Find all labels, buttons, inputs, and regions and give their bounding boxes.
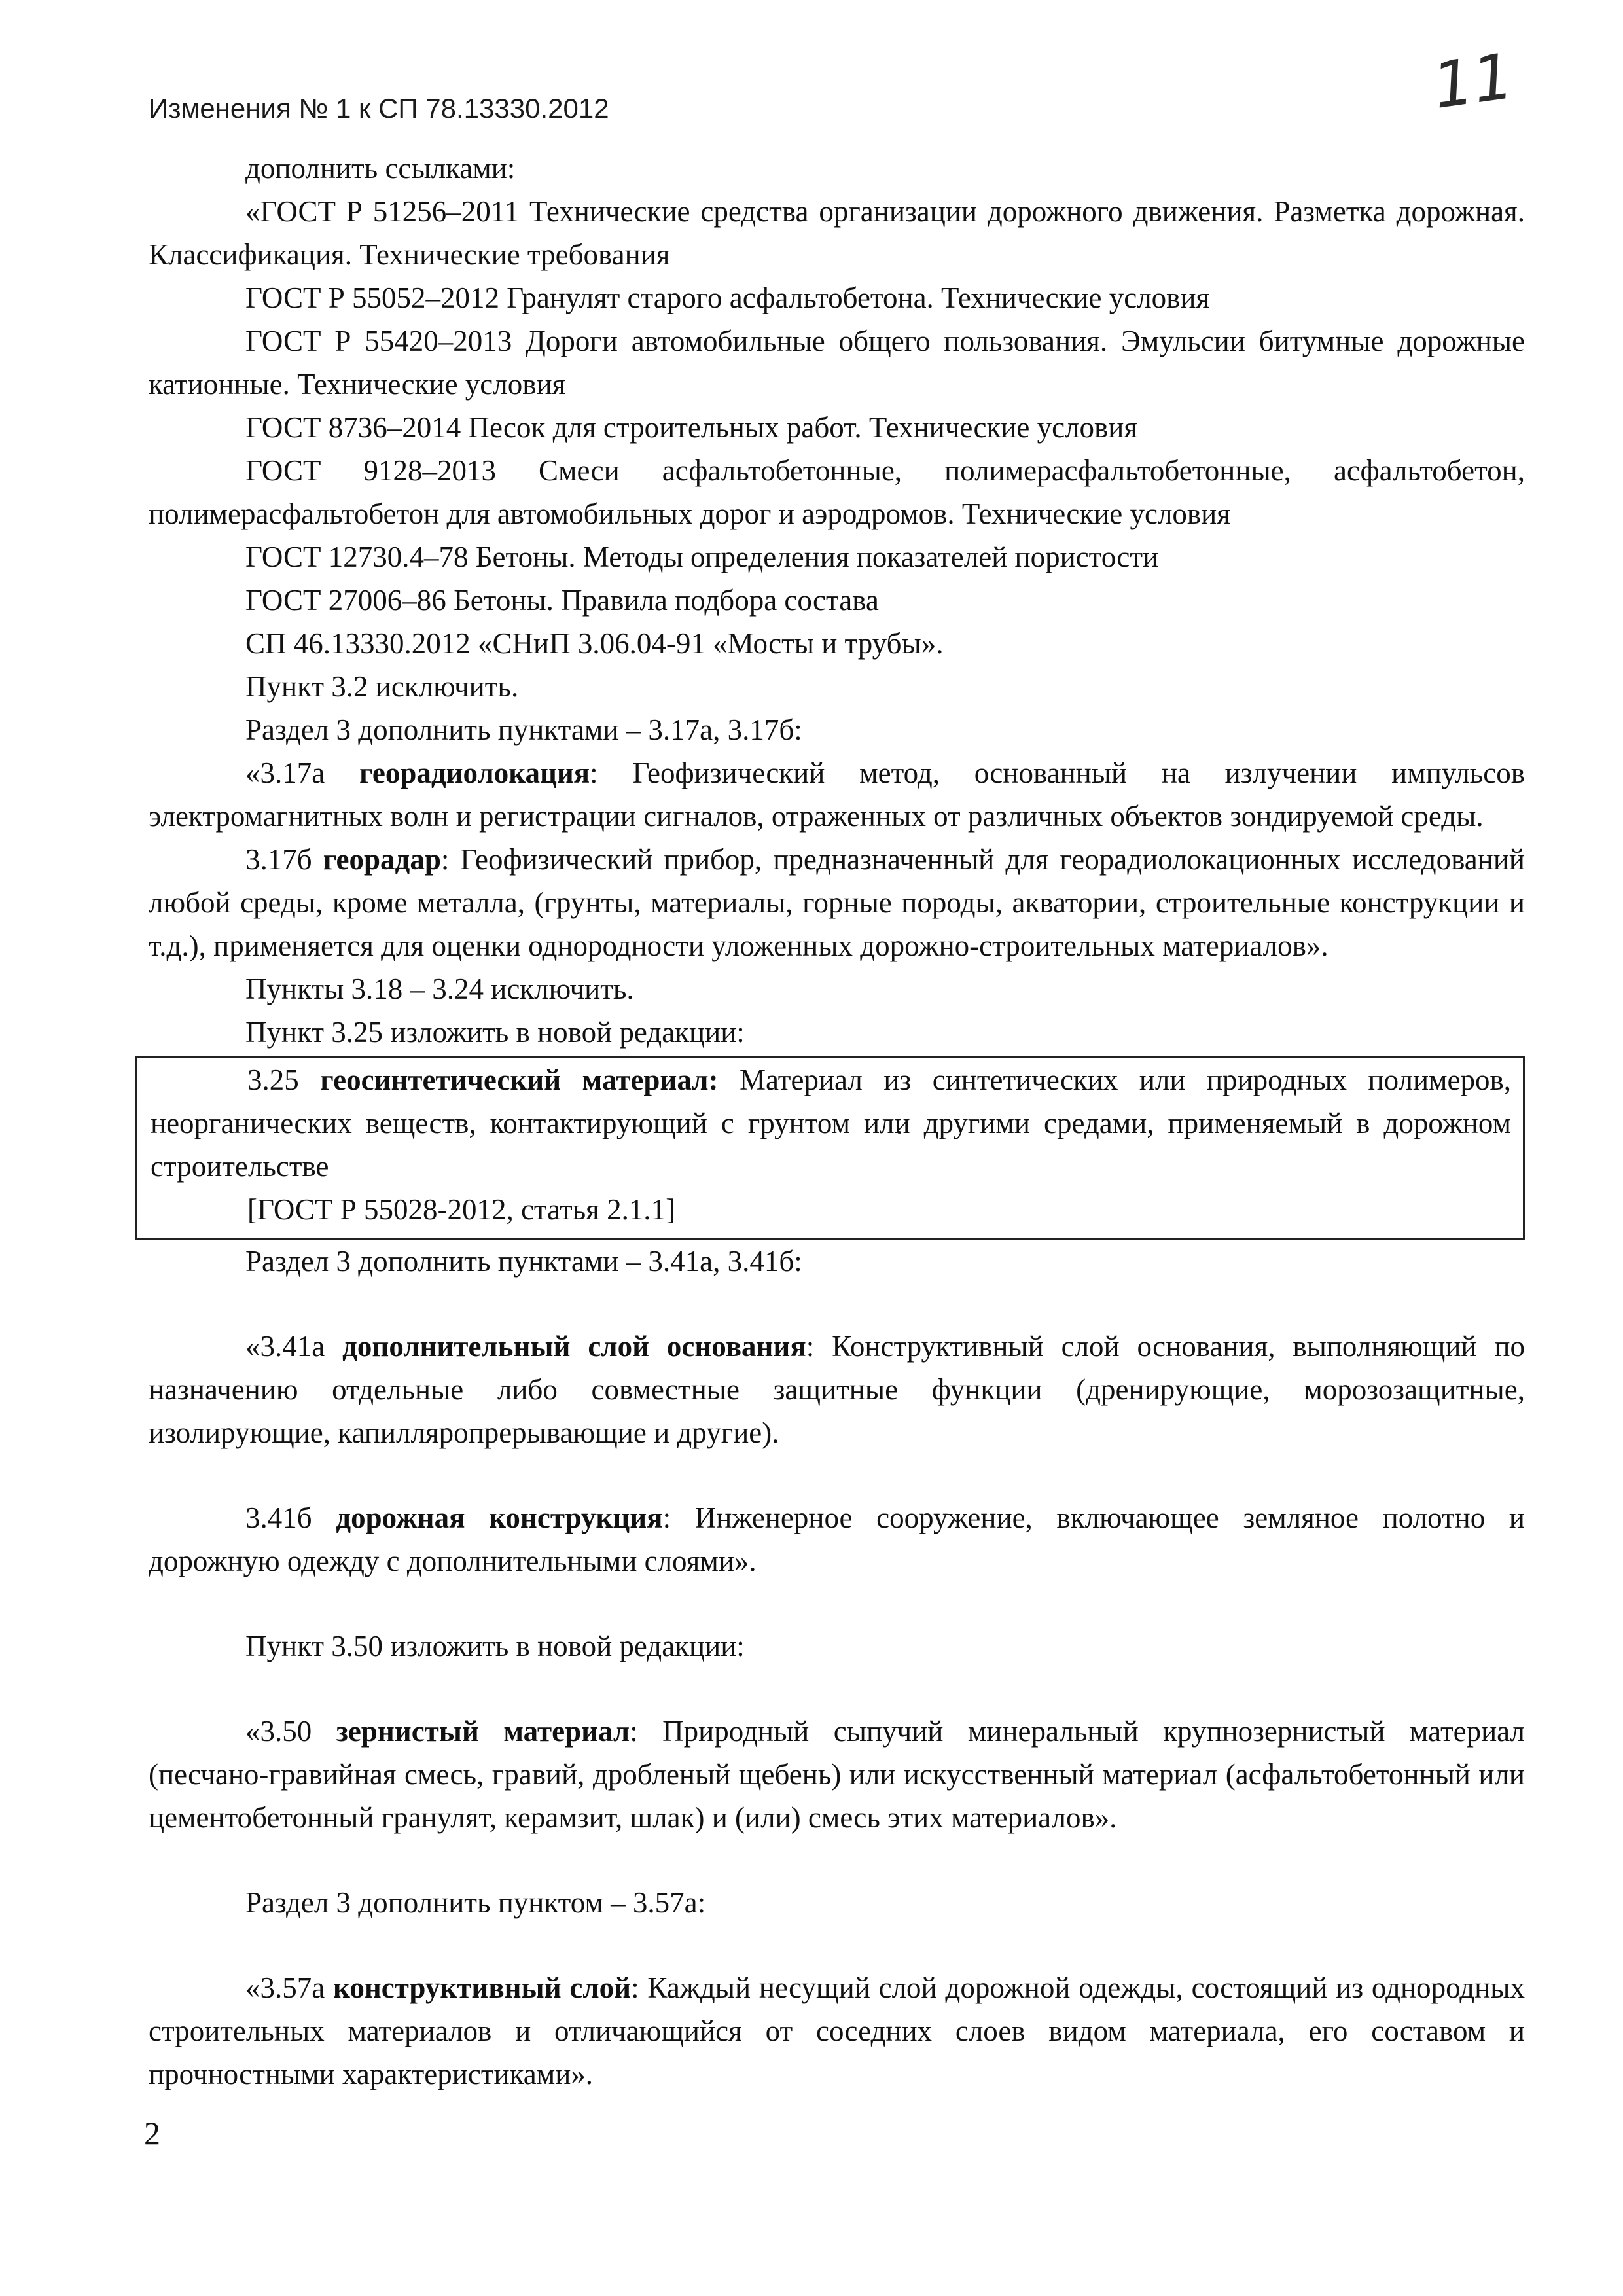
instruction-3-2: Пункт 3.2 исключить.	[245, 670, 519, 703]
boxed-definition-3-25	[135, 1056, 1525, 1240]
definition-3-41a: «3.41а дополнительный слой основания: Конструктивный слой основания, выполняющий по назначению отдельные либо совместные защитные функции (дренирующие, морозозащитные, изолирующие, капилляропрерывающие и другие).	[149, 1330, 1525, 1449]
instruction-3-18: Пункты 3.18 – 3.24 исключить.	[245, 973, 634, 1005]
term-geosynthetic: геосинтетический материал:	[320, 1064, 719, 1096]
intro-line: дополнить ссылками:	[245, 152, 516, 185]
term-structural-layer: конструктивный слой	[333, 1971, 632, 2004]
term-georadar: георадар	[323, 843, 441, 876]
definition-3-41b: 3.41б дорожная конструкция: Инженерное сооружение, включающее земляное полотно и дорожную одежду с дополнительными слоями».	[149, 1501, 1525, 1577]
page-number: 2	[144, 2115, 160, 2151]
reference-gost-8736: ГОСТ 8736–2014 Песок для строительных работ. Технические условия	[245, 411, 1138, 444]
definition-3-25: 3.25 геосинтетический материал: Материал из синтетических или природных полимеров, неорганических веществ, контактирующий с грунтом или другими средами, применяемый в дорожном строительстве	[151, 1064, 1512, 1183]
instruction-3-41: Раздел 3 дополнить пунктами – 3.41а, 3.41б:	[245, 1245, 802, 1278]
term-georadiolocation: георадиолокация	[359, 757, 590, 789]
reference-gost-55420: ГОСТ Р 55420–2013 Дороги автомобильные общего пользования. Эмульсии битумные дорожные катионные. Технические условия	[149, 325, 1525, 401]
definition-3-25-source: [ГОСТ Р 55028-2012, статья 2.1.1]	[247, 1193, 676, 1226]
term-granular-material: зернистый материал	[336, 1715, 630, 1748]
reference-gost-27006: ГОСТ 27006–86 Бетоны. Правила подбора состава	[245, 584, 879, 617]
reference-gost-55052: ГОСТ Р 55052–2012 Гранулят старого асфальтобетона. Технические условия	[245, 281, 1210, 314]
term-road-structure: дорожная конструкция	[336, 1501, 663, 1534]
instruction-3-50: Пункт 3.50 изложить в новой редакции:	[245, 1630, 745, 1662]
reference-gost-12730: ГОСТ 12730.4–78 Бетоны. Методы определения показателей пористости	[245, 541, 1159, 573]
definition-3-57a: «3.57а конструктивный слой: Каждый несущий слой дорожной одежды, состоящий из однородных строительных материалов и отличающийся от соседних слоев видом материала, его составом и прочностными характеристиками».	[149, 1971, 1525, 2090]
handwritten-page-number: 11	[1428, 39, 1518, 123]
instruction-3-25: Пункт 3.25 изложить в новой редакции:	[245, 1016, 745, 1049]
reference-gost-9128: ГОСТ 9128–2013 Смеси асфальтобетонные, полимерасфальтобетонные, асфальтобетон, полимерасфальтобетон для автомобильных дорог и аэродромов. Технические условия	[149, 454, 1525, 530]
document-body	[149, 147, 1525, 2096]
instruction-3-57: Раздел 3 дополнить пунктом – 3.57а:	[245, 1886, 706, 1919]
definition-3-50: «3.50 зернистый материал: Природный сыпучий минеральный крупнозернистый материал (песчано-гравийная смесь, гравий, дробленый щебень) или искусственный материал (асфальтобетонный или цементобетонный гранулят, керамзит, шлак) и (или) смесь этих материалов».	[149, 1715, 1525, 1834]
reference-sp-46: СП 46.13330.2012 «СНиП 3.06.04-91 «Мосты и трубы».	[245, 627, 944, 660]
definition-3-17a: «3.17а георадиолокация: Геофизический метод, основанный на излучении импульсов электромагнитных волн и регистрации сигналов, отраженных от различных объектов зондируемой среды.	[149, 757, 1525, 833]
instruction-3-17: Раздел 3 дополнить пунктами – 3.17а, 3.17б:	[245, 713, 802, 746]
reference-gost-51256: «ГОСТ Р 51256–2011 Технические средства организации дорожного движения. Разметка дорожная. Классификация. Технические требования	[149, 195, 1525, 271]
term-additional-base-layer: дополнительный слой основания	[342, 1330, 806, 1363]
document-header: Изменения № 1 к СП 78.13330.2012	[149, 93, 609, 124]
definition-3-17b: 3.17б георадар: Геофизический прибор, предназначенный для георадиолокационных исследований любой среды, кроме металла, (грунты, материалы, горные породы, акватории, строительные конструкции и т.д.), применяется для оценки однородности уложенных дорожно-строительных материалов».	[149, 843, 1525, 962]
